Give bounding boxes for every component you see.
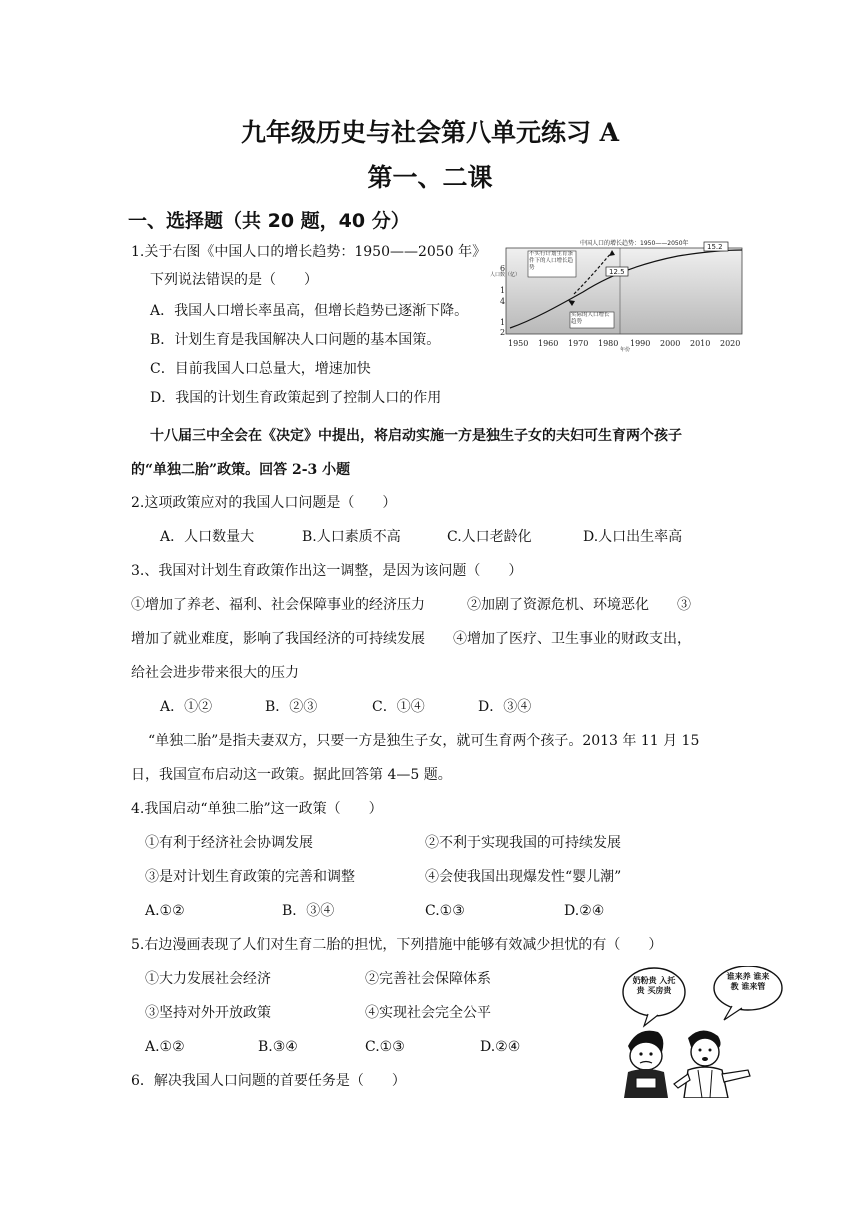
q3-option-a: A．①② — [160, 699, 213, 715]
population-chart-svg — [488, 236, 750, 352]
q2-option-a: A．人口数量大 — [160, 529, 255, 545]
x-tick-5: 2000 — [660, 339, 681, 348]
q5-item-3: ③坚持对外开放政策 — [145, 1005, 271, 1021]
q4-option-c: C.①③ — [425, 903, 465, 919]
q5-item-2: ②完善社会保障体系 — [365, 971, 491, 987]
x-tick-3: 1980 — [598, 339, 619, 348]
q3-line3: 给社会进步带来很大的压力 — [131, 665, 299, 681]
woman-arm-icon — [722, 1070, 750, 1082]
q3-option-b: B．②③ — [265, 699, 318, 715]
speech-bubble-right-tail — [724, 1006, 742, 1020]
q2-option-b: B.人口素质不高 — [302, 529, 401, 545]
y-tick-3: 1 — [500, 318, 506, 327]
chart-xlabel: 年份 — [620, 347, 631, 352]
note-projected: 不实行计划生育条件下的人口增长趋势 — [529, 251, 574, 271]
x-tick-6: 2010 — [690, 339, 711, 348]
q3-option-c: C．①④ — [372, 699, 425, 715]
y-tick-0: 6 — [500, 264, 506, 273]
q5-item-4: ④实现社会完全公平 — [365, 1005, 491, 1021]
x-tick-0: 1950 — [508, 339, 529, 348]
q1-stem-line2: 下列说法错误的是（ ） — [150, 272, 318, 288]
x-tick-4: 1990 — [630, 339, 651, 348]
y-tick-1: 1 — [500, 286, 506, 295]
q4-option-b: B．③④ — [282, 903, 335, 919]
q1-option-a: A．我国人口增长率虽高，但增长趋势已逐渐下降。 — [150, 303, 469, 319]
q4-item-4: ④会使我国出现爆发性“婴儿潮” — [425, 869, 622, 885]
q4-item-2: ②不利于实现我国的可持续发展 — [425, 835, 621, 851]
document-title: 九年级历史与社会第八单元练习 A — [240, 118, 620, 147]
passage1-line1: 十八届三中全会在《决定》中提出，将启动实施一方是独生子女的夫妇可生育两个孩子 — [150, 428, 682, 444]
cartoon-svg — [618, 966, 788, 1098]
q1-option-d: D．我国的计划生育政策起到了控制人口的作用 — [150, 390, 442, 406]
passage2-line1: “单独二胎”是指夫妻双方，只要一方是独生子女，就可生育两个孩子。2013 年 11 月 15 — [148, 733, 700, 749]
value-box-2-text: 15.2 — [707, 243, 723, 251]
speech-text-right: 谁来养 谁来教 谁来管 — [726, 972, 770, 991]
speech-text-left: 奶粉贵 入托贵 买房贵 — [632, 976, 676, 995]
q6-stem: 6．解决我国人口问题的首要任务是（ ） — [131, 1073, 406, 1089]
q5-item-1: ①大力发展社会经济 — [145, 971, 271, 987]
y-tick-4: 2 — [500, 328, 506, 337]
man-face-icon — [630, 1042, 662, 1070]
q3-stem: 3.、我国对计划生育政策作出这一调整，是因为该问题（ ） — [131, 563, 523, 579]
cartoon-illustration — [618, 966, 788, 1098]
q1-option-c: C．目前我国人口总量大，增速加快 — [150, 361, 371, 377]
q5-option-c: C.①③ — [365, 1039, 405, 1055]
chart-title: 中国人口的增长趋势：1950——2050年 — [580, 240, 689, 247]
x-tick-2: 1970 — [568, 339, 589, 348]
q3-option-d: D．③④ — [478, 699, 532, 715]
q5-option-b: B.③④ — [258, 1039, 298, 1055]
x-tick-1: 1960 — [538, 339, 559, 348]
passage2-line2: 日，我国宣布启动这一政策。据此回答第 4—5 题。 — [131, 767, 452, 783]
section-heading: 一、选择题（共 20 题，40 分） — [128, 210, 410, 232]
q2-stem: 2.这项政策应对的我国人口问题是（ ） — [131, 495, 397, 511]
q5-option-d: D.②④ — [480, 1039, 521, 1055]
note-actual: 实际的人口增长趋势 — [571, 312, 610, 325]
document-subtitle: 第一、二课 — [367, 163, 493, 192]
q3-line2: 增加了就业难度，影响了我国经济的可持续发展 ④增加了医疗、卫生事业的财政支出， — [131, 631, 691, 647]
value-box-1-text: 12.5 — [609, 268, 625, 276]
q3-line1: ①增加了养老、福利、社会保障事业的经济压力 ②加剧了资源危机、环境恶化 ③ — [131, 597, 691, 613]
passage1-line2: 的“单独二胎”政策。回答 2-3 小题 — [131, 462, 351, 478]
q4-stem: 4.我国启动“单独二胎”这一政策（ ） — [131, 801, 383, 817]
q4-item-3: ③是对计划生育政策的完善和调整 — [145, 869, 355, 885]
q5-option-a: A.①② — [145, 1039, 185, 1055]
q4-option-d: D.②④ — [564, 903, 605, 919]
population-chart — [488, 236, 750, 352]
q4-option-a: A.①② — [145, 903, 185, 919]
q2-option-d: D.人口出生率高 — [583, 529, 683, 545]
q5-stem: 5.右边漫画表现了人们对生育二胎的担忧，下列措施中能够有效减少担忧的有（ ） — [131, 937, 663, 953]
q1-stem-line1: 1.关于右图《中国人口的增长趋势：1950——2050 年》 — [131, 244, 487, 260]
wallet-icon — [636, 1078, 656, 1088]
q4-item-1: ①有利于经济社会协调发展 — [145, 835, 313, 851]
chart-ylabel: 人口数（亿） — [490, 272, 521, 278]
q2-option-c: C.人口老龄化 — [447, 529, 532, 545]
x-tick-7: 2020 — [720, 339, 741, 348]
y-tick-2: 4 — [500, 297, 506, 306]
q1-option-b: B．计划生育是我国解决人口问题的基本国策。 — [150, 332, 441, 348]
woman-face-icon — [691, 1038, 719, 1066]
woman-body-icon — [684, 1067, 728, 1098]
